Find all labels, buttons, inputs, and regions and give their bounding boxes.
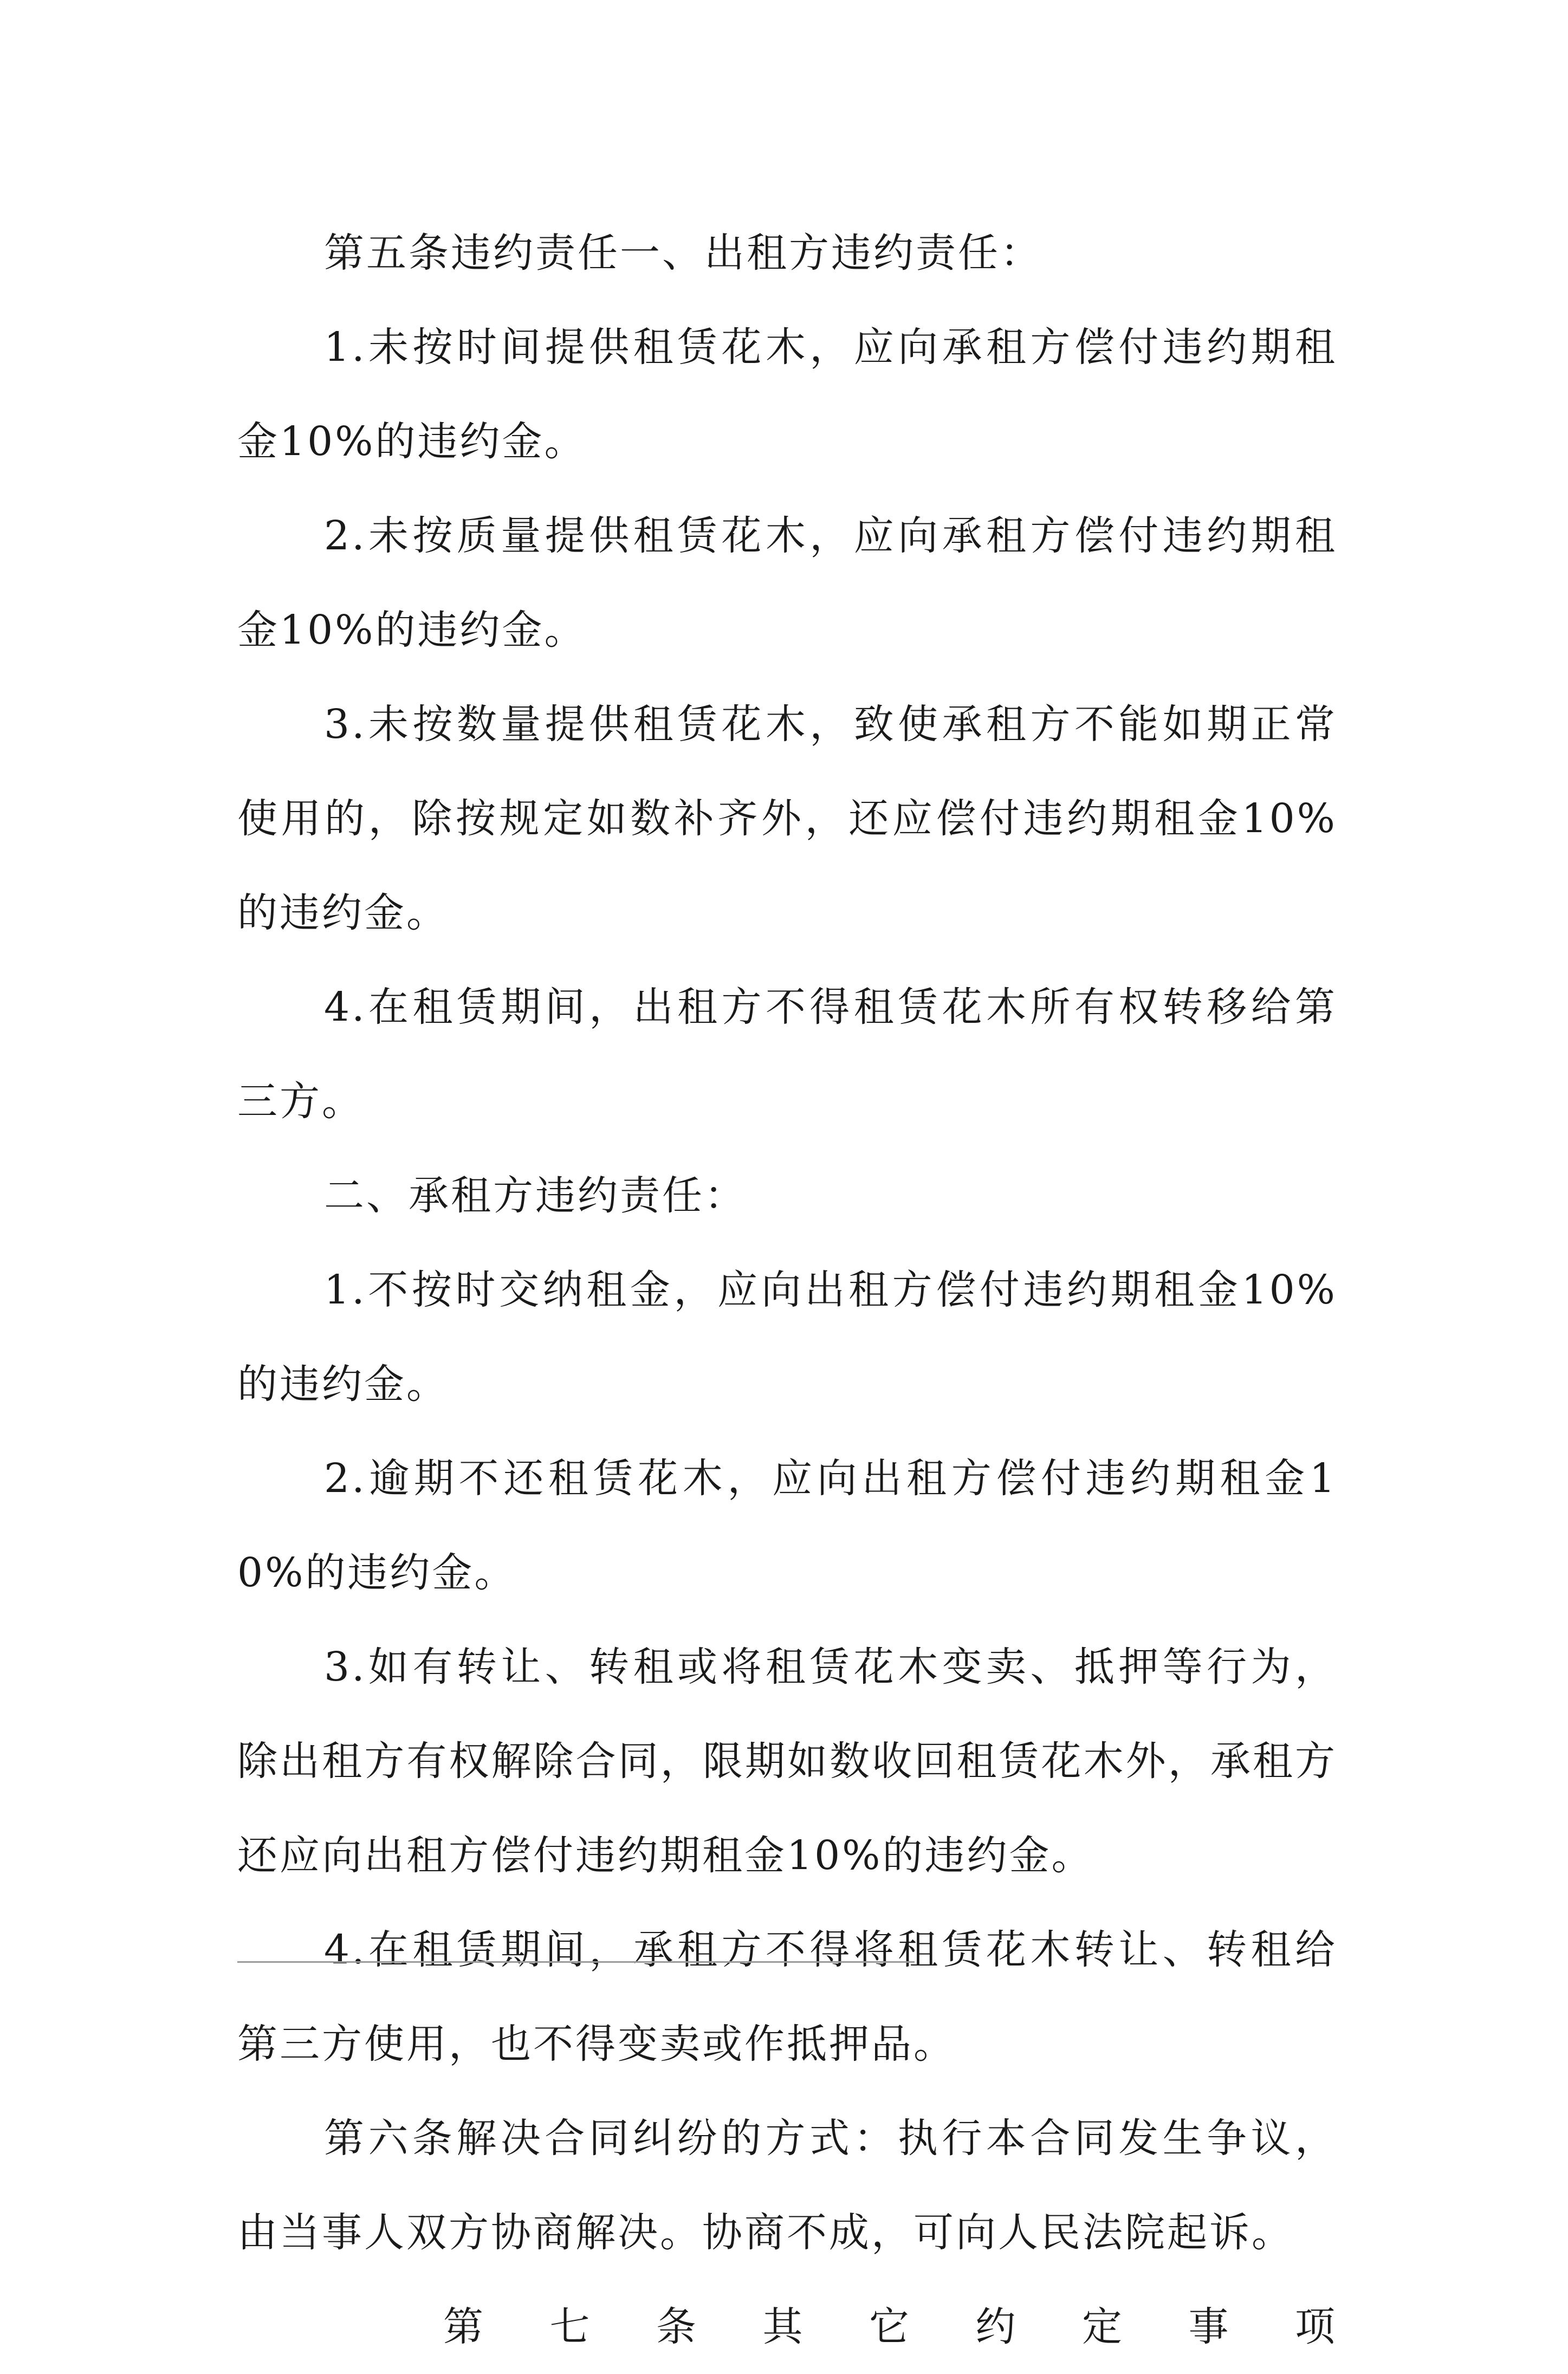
paragraph-lessee-clause-1: 1.不按时交纳租金，应向出租方偿付违约期租金10%的违约金。: [237, 1267, 1337, 1407]
paragraph-article6: 第六条解决合同纠纷的方式：执行本合同发生争议，由当事人双方协商解决。协商不成，可向人民法院起诉。: [237, 2115, 1337, 2256]
paragraph-lessor-clause-1: 1.未按时间提供租赁花木，应向承租方偿付违约期租金10%的违约金。: [237, 324, 1337, 465]
paragraph-lessee-clause-4: 4.在租赁期间，承租方不得将租赁花木转让、转租给第三方使用，也不得变卖或作抵押品。: [237, 1927, 1337, 2067]
paragraph-article5-heading: 第五条违约责任一、出租方违约责任：: [324, 230, 1042, 276]
document-body: [237, 206, 1337, 2374]
footnote-divider: [237, 1961, 915, 1963]
paragraph-lessor-clause-4: 4.在租赁期间，出租方不得租赁花木所有权转移给第三方。: [237, 984, 1337, 1125]
paragraph-lessor-clause-3: 3.未按数量提供租赁花木，致使承租方不能如期正常使用的，除按规定如数补齐外，还应偿付违约期租金10%的违约金。: [237, 701, 1337, 936]
paragraph-lessor-clause-2: 2.未按质量提供租赁花木，应向承租方偿付违约期租金10%的违约金。: [237, 513, 1337, 653]
paragraph-article7-heading: 第七条其它约定事项: [443, 2304, 1337, 2350]
paragraph-lessee-clause-2: 2.逾期不还租赁花木，应向出租方偿付违约期租金10%的违约金。: [237, 1455, 1337, 1596]
paragraph-lessee-heading: 二、承租方违约责任：: [324, 1172, 747, 1219]
paragraph-lessee-clause-3: 3.如有转让、转租或将租赁花木变卖、抵押等行为，除出租方有权解除合同，限期如数收回租赁花木外，承租方还应向出租方偿付违约期租金10%的违约金。: [237, 1644, 1337, 1879]
